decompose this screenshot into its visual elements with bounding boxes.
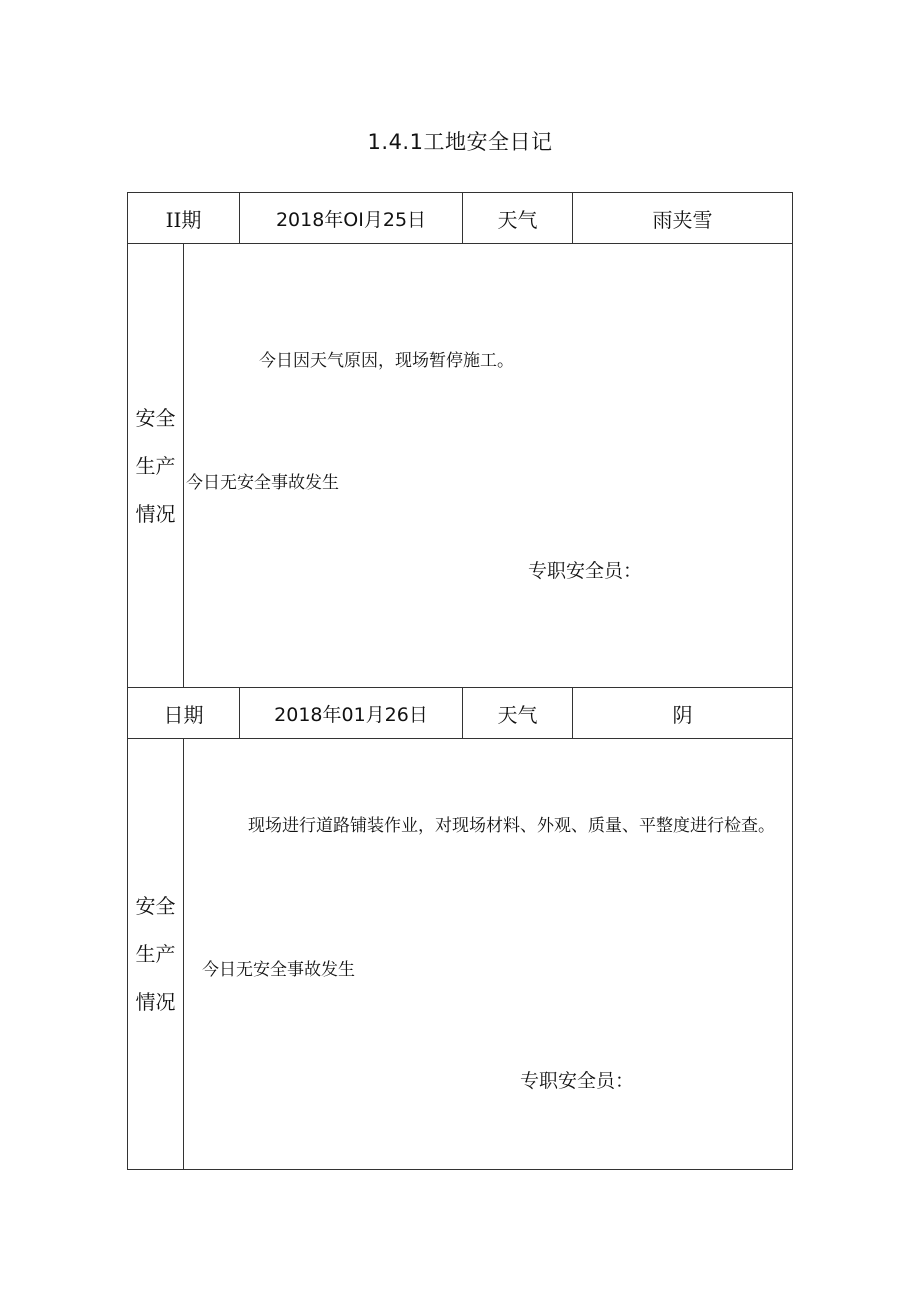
section-label-line: 生产 xyxy=(135,453,176,478)
section-label-line: 生产 xyxy=(135,942,176,966)
section-label xyxy=(128,244,184,687)
log-table-1 xyxy=(127,192,793,688)
weather-value: 阴 xyxy=(672,702,693,727)
safety-note: 今日无安全事故发生 xyxy=(186,473,339,493)
safety-note: 今日无安全事故发生 xyxy=(202,960,355,980)
officer-label: 专职安全员： xyxy=(528,560,643,582)
log-header-row xyxy=(128,193,792,244)
date-label: II期 xyxy=(128,193,240,243)
weather-label: 天气 xyxy=(463,193,573,243)
weather-value: 雨夹雪 xyxy=(652,207,713,232)
date-value: 2018年OI月25日 xyxy=(240,193,463,243)
log-header-row xyxy=(128,688,792,739)
section-label-line: 安全 xyxy=(135,894,176,918)
date-label: 日期 xyxy=(128,688,240,738)
section-label-line: 情况 xyxy=(135,990,176,1014)
weather-label: 天气 xyxy=(463,688,573,738)
page-title: 1.4.1工地安全日记 xyxy=(367,130,553,154)
section-label-line: 情况 xyxy=(135,501,176,526)
section-label-line: 安全 xyxy=(135,405,176,430)
work-note: 现场进行道路铺装作业，对现场材料、外观、质量、平整度进行检查。 xyxy=(248,816,775,836)
date-value: 2018年01月26日 xyxy=(240,688,463,738)
officer-label: 专职安全员： xyxy=(520,1070,635,1092)
section-label xyxy=(128,739,184,1169)
log-table-2 xyxy=(127,687,793,1170)
work-note: 今日因天气原因，现场暂停施工。 xyxy=(259,351,514,371)
